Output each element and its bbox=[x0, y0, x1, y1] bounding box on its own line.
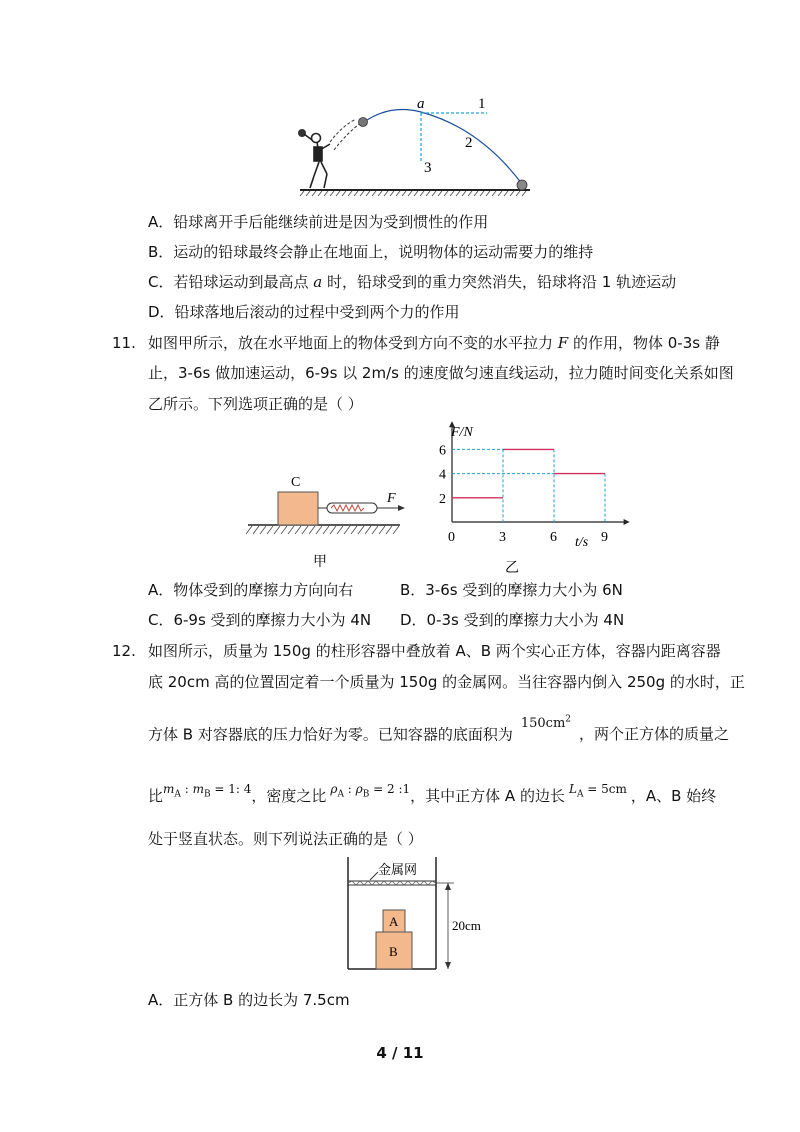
x-tick-label: 6 bbox=[550, 530, 557, 545]
page-number: 4 / 11 bbox=[376, 1044, 424, 1062]
athlete-figure bbox=[298, 129, 330, 188]
q11-text-line2: 止，3-6s 做加速运动，6-9s 以 2m/s 的速度做匀速直线运动，拉力随时间变化关系如图 bbox=[148, 364, 734, 382]
q11-option-c[interactable]: C．6-9s 受到的摩擦力大小为 4N bbox=[148, 611, 372, 629]
shot-ball-start bbox=[359, 118, 368, 127]
q10-option-b[interactable]: B．运动的铅球最终会静止在地面上，说明物体的运动需要力的维持 bbox=[148, 243, 594, 261]
q12-text-line2: 底 20cm 高的位置固定着一个质量为 150g 的金属网。当往容器内倒入 250g 的水时，正 bbox=[148, 673, 745, 691]
y-tick-label: 4 bbox=[439, 467, 446, 483]
fig-yi-graph bbox=[425, 420, 608, 580]
q11-number: 11. bbox=[112, 334, 136, 352]
q12-text-line1: 如图所示，质量为 150g 的柱形容器中叠放着 A、B 两个实心正方体，容器内距离容器 bbox=[148, 642, 721, 660]
caption-yi: 乙 bbox=[505, 561, 519, 576]
q11-option-a[interactable]: A．物体受到的摩擦力方向向右 bbox=[148, 581, 354, 599]
x-tick-label: 3 bbox=[499, 530, 506, 545]
q12-text-line3: 方体 B 对容器底的压力恰好为零。已知容器的底面积为$150cm^2$，两个正方体的质量之 bbox=[148, 715, 730, 744]
caption-jia: 甲 bbox=[313, 555, 327, 570]
x-tick-label: 9 bbox=[601, 530, 608, 545]
q12-text-line5: 处于竖直状态。则下列说法正确的是（ ） bbox=[148, 830, 423, 848]
q12-number: 12. bbox=[112, 642, 136, 660]
x-axis-label: t/s bbox=[575, 535, 589, 550]
cube-b-label: B bbox=[389, 944, 398, 959]
fig-jia bbox=[240, 470, 410, 580]
trajectory-curve bbox=[364, 110, 522, 184]
label-3: 3 bbox=[424, 160, 432, 176]
q11-option-b[interactable]: B．3-6s 受到的摩擦力大小为 6N bbox=[400, 581, 623, 599]
y-tick-label: 2 bbox=[439, 491, 446, 507]
q10-option-a[interactable]: A．铅球离开手后能继续前进是因为受到惯性的作用 bbox=[148, 213, 489, 231]
block-c-label: C bbox=[291, 475, 301, 490]
x-tick-label: 0 bbox=[448, 530, 455, 545]
q10-option-c[interactable]: C．若铅球运动到最高点 a 时，铅球受到的重力突然消失，铅球将沿 1 轨迹运动 bbox=[148, 273, 677, 291]
y-tick-label: 6 bbox=[439, 443, 446, 459]
y-axis-label: F/N bbox=[451, 425, 473, 440]
container-figure bbox=[340, 852, 500, 977]
mesh-label: 金属网 bbox=[378, 862, 418, 877]
q12-text-line4: 比$^{m_A : m_B = 1: 4}$，密度之比 $^{\rho_A : \rho_B = 2 :1}$，其中正方体 A 的边长 $^{L_A = 5cm}$ ，A、B 始终 bbox=[148, 782, 717, 805]
label-1: 1 bbox=[478, 96, 486, 112]
q12-option-a[interactable]: A．正方体 B 的边长为 7.5cm bbox=[148, 991, 350, 1009]
x-axis-arrow bbox=[624, 519, 630, 525]
force-label-f: F bbox=[387, 491, 396, 506]
q10-option-d[interactable]: D．铅球落地后滚动的过程中受到两个力的作用 bbox=[148, 303, 460, 321]
label-a: a bbox=[417, 96, 425, 112]
shotput-figure bbox=[290, 92, 540, 202]
label-2: 2 bbox=[465, 135, 473, 151]
q11-option-d[interactable]: D．0-3s 受到的摩擦力大小为 4N bbox=[400, 611, 625, 629]
block-c bbox=[278, 492, 318, 525]
q11-text-line3: 乙所示。下列选项正确的是（ ） bbox=[148, 395, 363, 413]
cube-a-label: A bbox=[389, 914, 399, 929]
height-label: 20cm bbox=[452, 918, 481, 933]
q11-text-line1: 如图甲所示，放在水平地面上的物体受到方向不变的水平拉力 F 的作用，物体 0-3s 静 bbox=[148, 334, 720, 352]
shot-ball-end bbox=[517, 180, 527, 190]
